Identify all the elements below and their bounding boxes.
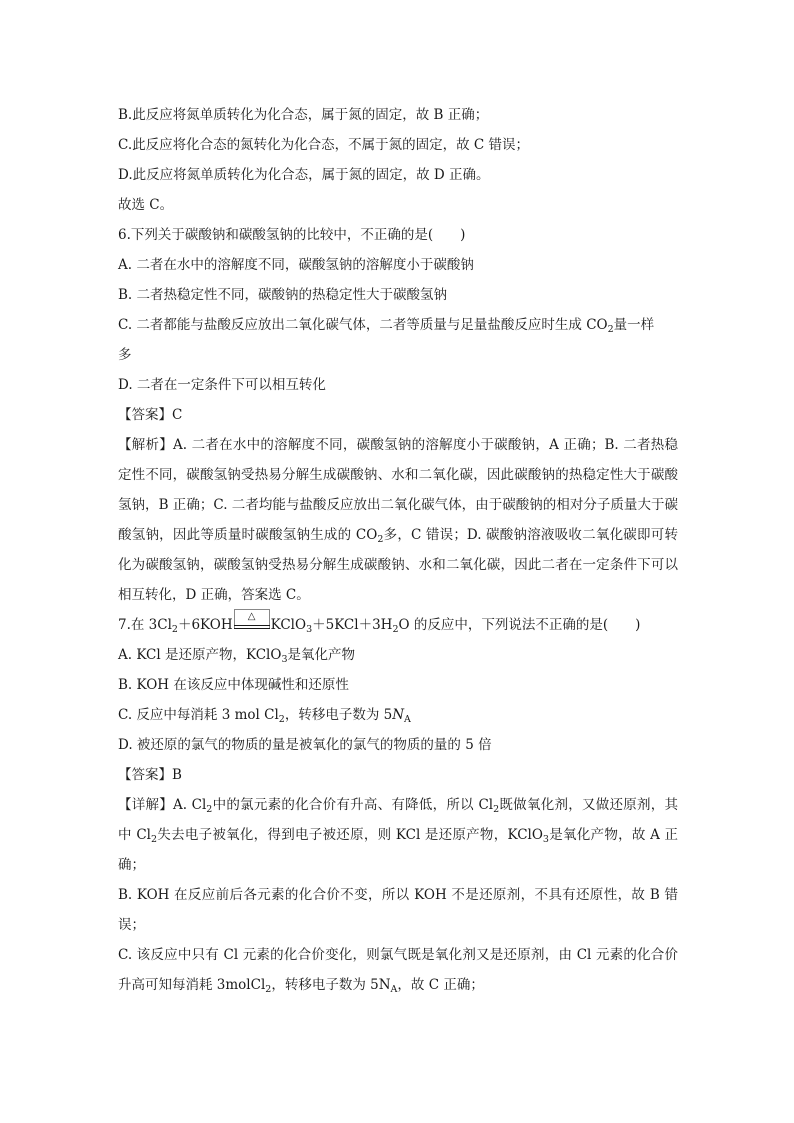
q6-option-b: B. 二者热稳定性不同，碳酸钠的热稳定性大于碳酸氢钠 bbox=[118, 287, 448, 303]
subscript: 2 bbox=[171, 624, 178, 635]
q7-explanation-b: B. KOH 在反应前后各元素的化合价不变，所以 KOH 不是还原剂，不具有还原性，故 B 错误； bbox=[118, 887, 678, 933]
q7-option-a bbox=[118, 640, 678, 670]
q7-exp-text: C. 该反应中只有 Cl 元素的化合价变化，则氯气既是氧化剂又是还原剂，由 Cl 元素的化合价升高可知每消耗 3molCl bbox=[118, 947, 678, 993]
equals-bar bbox=[234, 628, 270, 629]
heating-equals-sign bbox=[234, 611, 270, 631]
q7-exp-text: ，故 C 正确； bbox=[397, 977, 484, 993]
q7-option-b: B. KOH 在该反应中体现碱性和还原性 bbox=[118, 677, 349, 693]
subscript: 2 bbox=[150, 834, 158, 845]
q7-exp-text: 中的氯元素的化合价有升高、有降低，所以 Cl bbox=[212, 797, 494, 813]
q6-explanation-text-end: 多，C 错误；D. 碳酸钠溶液吸收二氧化碳即可转化为碳酸氢钠，碳酸氢钠受热易分解生成碳酸钠、水和二氧化碳，因此二者在一定条件下可以相互转化，D 正确，答案选 C。 bbox=[118, 527, 678, 603]
subscript: 3 bbox=[281, 654, 288, 665]
q7-exp-text: 既做氧化剂，又做还原剂，其中 Cl bbox=[118, 797, 678, 843]
subscript: 2 bbox=[206, 804, 213, 815]
q6-stem: 6.下列关于碳酸钠和碳酸氢钠的比较中，不正确的是( ) bbox=[118, 227, 466, 243]
q7-exp-text: ，转移电子数为 5N bbox=[271, 977, 391, 993]
q6-option-c bbox=[118, 310, 678, 340]
heating-condition: △ bbox=[247, 611, 256, 622]
q7-stem-text: 7.在 3Cl bbox=[118, 617, 172, 633]
q7-explanation-c bbox=[118, 940, 678, 1000]
q6-answer: 【答案】C bbox=[118, 407, 183, 423]
q7-exp-text: 是氧化产物，故 A 正确； bbox=[118, 827, 678, 873]
document-body bbox=[118, 100, 678, 1000]
q5-selection: 故选 C。 bbox=[118, 197, 174, 213]
q7-exp-text: 失去电子被氧化，得到电子被还原，则 KCl 是还原产物，KClO bbox=[157, 827, 543, 843]
subscript: 2 bbox=[392, 624, 399, 635]
q7-option-c-text: ，转移电子数为 5 bbox=[284, 707, 393, 723]
subscript: 2 bbox=[607, 324, 614, 335]
q7-stem-text: O 的反应中，下列说法不正确的是( ) bbox=[398, 617, 641, 633]
q5-option-c-explanation: C.此反应将化合态的氮转化为化合态，不属于氮的固定，故 C 错误； bbox=[118, 137, 530, 153]
q7-option-a-text-end: 是氧化产物 bbox=[287, 647, 355, 663]
q6-explanation bbox=[118, 430, 678, 610]
q7-stem-text: ＋6KOH bbox=[177, 617, 233, 633]
q7-option-a-text: A. KCl 是还原产物，KClO bbox=[118, 647, 282, 663]
subscript: 2 bbox=[278, 714, 285, 725]
subscript: 3 bbox=[306, 624, 313, 635]
q6-option-c-text-end: 量一样 bbox=[613, 317, 655, 333]
avogadro-symbol: N bbox=[392, 707, 405, 723]
q6-explanation-text: 【解析】A. 二者在水中的溶解度不同，碳酸氢钠的溶解度小于碳酸钠，A 正确；B. 二者热稳定性不同，碳酸氢钠受热易分解生成碳酸钠、水和二氧化碳，因此碳酸钠的热稳定性大于碳酸氢钠，B 正确；C. 二者均能与盐酸反应放出二氧化碳气体，由于碳酸钠的相对分子质量大于碳酸氢钠，因此等质量时碳酸氢钠生成的 CO bbox=[118, 437, 678, 543]
q7-explanation-a bbox=[118, 790, 678, 880]
q7-option-c-text: C. 反应中每消耗 3 mol Cl bbox=[118, 707, 279, 723]
q7-option-c bbox=[118, 700, 678, 730]
q5-option-d-explanation: D.此反应将氮单质转化为化合态，属于氮的固定，故 D 正确。 bbox=[118, 167, 490, 183]
subscript: 2 bbox=[493, 804, 500, 815]
q5-option-b-explanation: B.此反应将氮单质转化为化合态，属于氮的固定，故 B 正确； bbox=[118, 107, 489, 123]
q7-exp-text: 【详解】A. Cl bbox=[118, 797, 207, 813]
subscript: A bbox=[390, 984, 398, 995]
q7-answer: 【答案】B bbox=[118, 767, 182, 783]
subscript: 2 bbox=[265, 984, 272, 995]
q6-option-c-text: C. 二者都能与盐酸反应放出二氧化碳气体，二者等质量与足量盐酸反应时生成 CO bbox=[118, 317, 608, 333]
q7-stem-text: ＋5KCl＋3H bbox=[312, 617, 393, 633]
subscript: 2 bbox=[377, 534, 384, 545]
q7-stem bbox=[118, 610, 678, 640]
equals-bar bbox=[234, 625, 270, 626]
q6-option-c-continued: 多 bbox=[118, 347, 132, 363]
subscript: 3 bbox=[542, 834, 549, 845]
q6-option-d: D. 二者在一定条件下可以相互转化 bbox=[118, 377, 326, 393]
q7-stem-text: KClO bbox=[270, 617, 307, 633]
q6-option-a: A. 二者在水中的溶解度不同，碳酸氢钠的溶解度小于碳酸钠 bbox=[118, 257, 474, 273]
q7-option-d: D. 被还原的氯气的物质的量是被氧化的氯气的物质的量的 5 倍 bbox=[118, 737, 492, 753]
subscript: A bbox=[404, 714, 411, 725]
